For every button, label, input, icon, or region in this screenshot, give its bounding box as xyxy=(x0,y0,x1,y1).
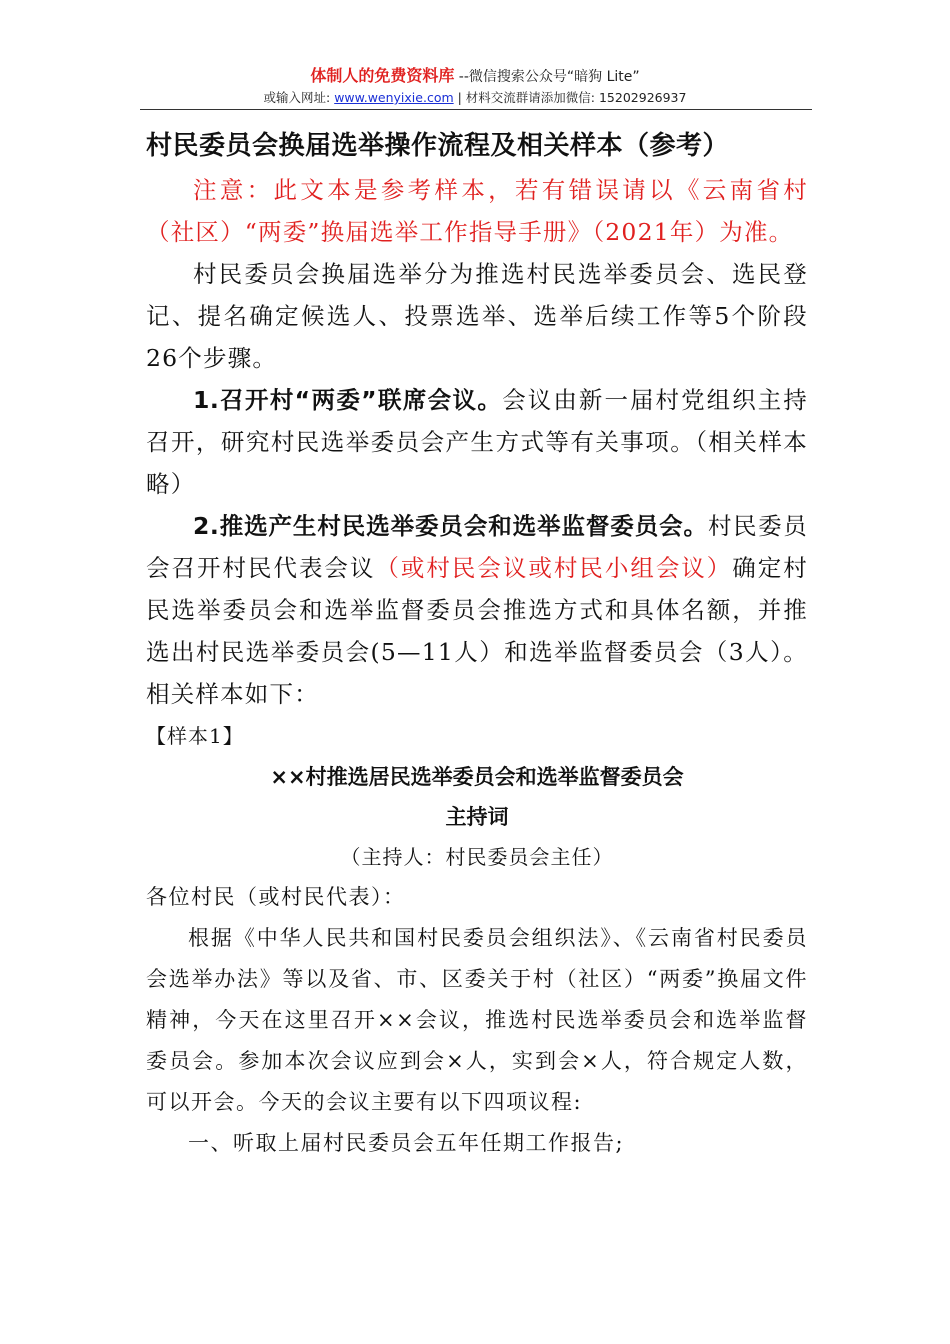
sample-host: （主持人：村民委员会主任） xyxy=(340,845,614,869)
header-brand: 体制人的免费资料库 xyxy=(310,66,455,85)
document-title: 村民委员会换届选举操作流程及相关样本（参考） xyxy=(146,131,730,161)
header-wechat-text: --微信搜索公众号“暗狗 Lite” xyxy=(454,69,640,85)
step-2-text-red: （或村民会议或村民小组会议） xyxy=(375,554,733,582)
notice-paragraph: 注意：此文本是参考样本，若有错误请以《云南省村（社区）“两委”换届选举工作指导手册》（2021年）为准。 xyxy=(146,176,808,246)
step-2-text-b: 确定村民选举委员会和选举监督委员会推选方式和具体名额，并推选出村民选举委员会(5—11人）和选举监督委员会（3人）。相关样本如下： xyxy=(146,554,808,708)
header-contact: | 材料交流群请添加微信: 15202926937 xyxy=(453,90,687,105)
step-1-text: 会议由新一届村党组织主持召开，研究村民选举委员会产生方式等有关事项。（相关样本略） xyxy=(146,386,808,498)
sample-tag: 【样本1】 xyxy=(146,724,244,748)
step-2-text-a: 村民委员会召开村民代表会议 xyxy=(146,512,808,582)
intro-paragraph: 村民委员会换届选举分为推选村民选举委员会、选民登记、提名确定候选人、投票选举、选举后续工作等5个阶段26个步骤。 xyxy=(146,260,808,372)
step-2-paragraph xyxy=(146,505,808,715)
header-line-1 xyxy=(0,66,950,87)
header-url-link[interactable]: www.wenyixie.com xyxy=(334,90,454,105)
header-line-2 xyxy=(0,88,950,108)
step-1-paragraph xyxy=(146,379,808,505)
sample-paragraph-1: 根据《中华人民共和国村民委员会组织法》、《云南省村民委员会选举办法》等以及省、市、区委关于村（社区）“两委”换届文件精神，今天在这里召开××会议，推选村民选举委员会和选举监督委员会。参加本次会议应到会×人，实到会×人，符合规定人数，可以开会。今天的会议主要有以下四项议程: xyxy=(146,926,808,1114)
step-1-heading: 1.召开村“两委”联席会议。 xyxy=(193,386,503,414)
sample-subtitle: 主持词 xyxy=(445,805,509,829)
page-header xyxy=(0,66,950,108)
header-url-prefix: 或输入网址: xyxy=(263,90,335,105)
sample-title: ××村推选居民选举委员会和选举监督委员会 xyxy=(270,765,684,789)
step-2-heading: 2.推选产生村民选举委员会和选举监督委员会。 xyxy=(193,512,708,540)
sample-agenda-item-1: 一、听取上届村民委员会五年任期工作报告; xyxy=(188,1131,625,1155)
sample-greeting: 各位村民（或村民代表）： xyxy=(146,885,406,909)
header-divider xyxy=(140,109,812,110)
document-body xyxy=(146,123,808,1164)
